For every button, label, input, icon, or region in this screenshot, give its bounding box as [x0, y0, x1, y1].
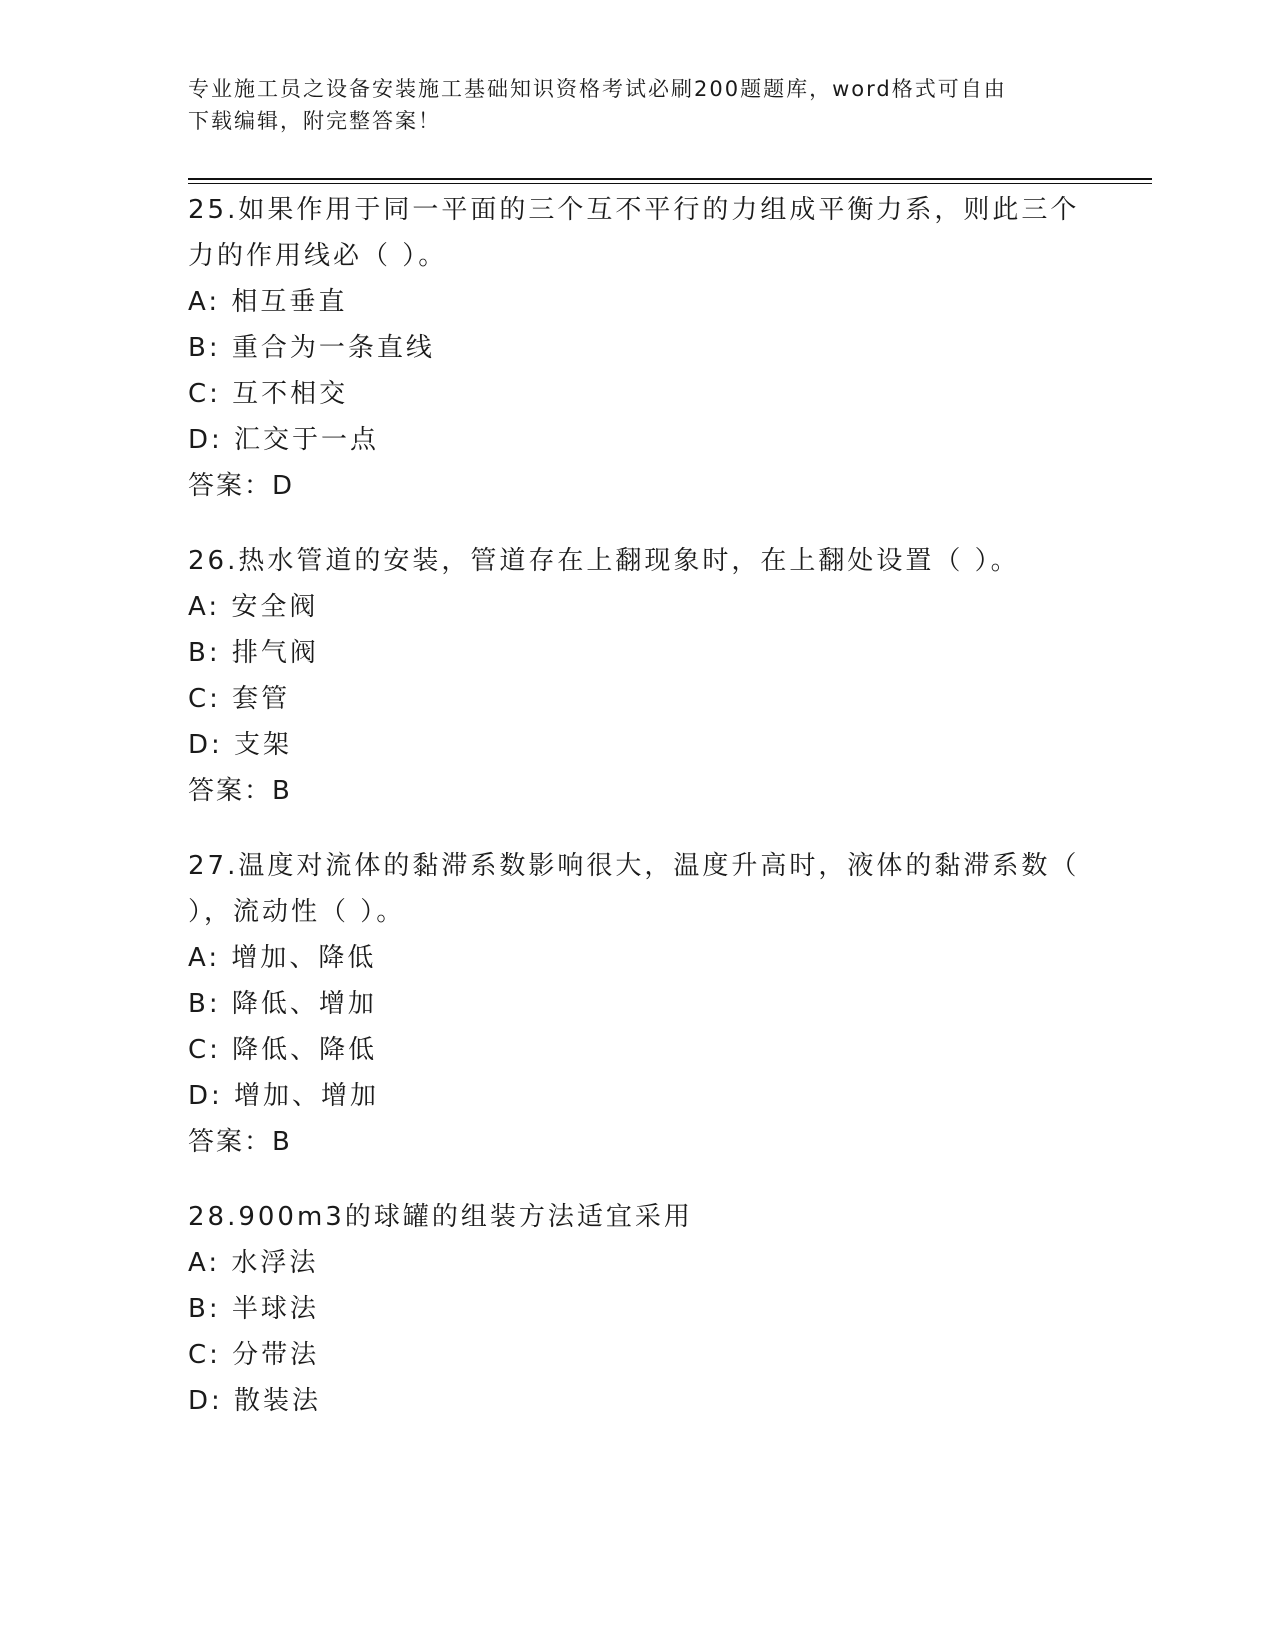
- question-stem-line-1: 28.900m3的球罐的组装方法适宜采用: [188, 1202, 693, 1232]
- question-stem-line-1: 26.热水管道的安装，管道存在上翻现象时，在上翻处设置（ ）。: [188, 546, 1020, 576]
- option-d: D: 散装法: [188, 1386, 322, 1416]
- option-a: A: 安全阀: [188, 592, 319, 622]
- option-b: B: 降低、增加: [188, 989, 377, 1019]
- option-b: B: 重合为一条直线: [188, 333, 435, 363]
- option-c: C: 套管: [188, 684, 291, 714]
- option-a: A: 相互垂直: [188, 287, 348, 317]
- answer-text: 答案：B: [188, 776, 292, 806]
- option-b: B: 排气阀: [188, 638, 319, 668]
- header-line-1: 专业施工员之设备安装施工基础知识资格考试必刷200题题库，word格式可自由: [188, 77, 1007, 101]
- answer-text: 答案：B: [188, 1127, 292, 1157]
- option-a: A: 水浮法: [188, 1248, 319, 1278]
- question-stem-line-1: 25.如果作用于同一平面的三个互不平行的力组成平衡力系，则此三个: [188, 195, 1080, 225]
- question-stem-line-2: 力的作用线必（ ）。: [188, 241, 448, 271]
- question-stem-line-1: 27.温度对流体的黏滞系数影响很大，温度升高时，液体的黏滞系数（: [188, 851, 1080, 881]
- answer-text: 答案：D: [188, 471, 295, 501]
- document-header: [188, 73, 1088, 137]
- question-28: [188, 1194, 1088, 1424]
- option-d: D: 汇交于一点: [188, 425, 380, 455]
- option-c: C: 降低、降低: [188, 1035, 378, 1065]
- option-c: C: 互不相交: [188, 379, 349, 409]
- option-b: B: 半球法: [188, 1294, 319, 1324]
- question-27: [188, 843, 1088, 1165]
- question-26: [188, 538, 1088, 814]
- question-stem-line-2: ），流动性（ ）。: [188, 897, 406, 927]
- question-25: [188, 187, 1088, 509]
- header-rule-thin: [188, 183, 1152, 184]
- option-c: C: 分带法: [188, 1340, 320, 1370]
- option-d: D: 支架: [188, 730, 293, 760]
- header-rule-thick: [188, 178, 1152, 180]
- option-a: A: 增加、降低: [188, 943, 377, 973]
- header-line-2: 下载编辑，附完整答案！: [188, 109, 441, 133]
- option-d: D: 增加、增加: [188, 1081, 380, 1111]
